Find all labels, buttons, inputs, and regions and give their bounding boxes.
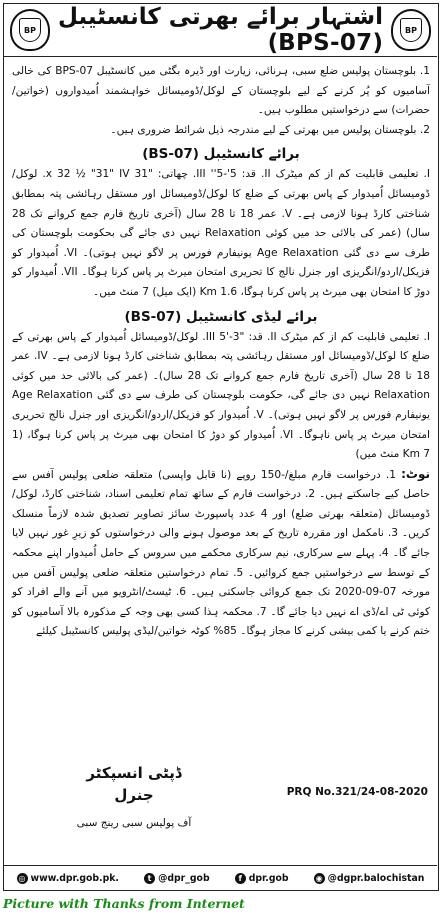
- intro-paragraph-2: 2. بلوچستان پولیس میں بھرتی کے لیے مندرجہ ذیل شرائط ضروری ہیں۔: [110, 123, 430, 136]
- lady-title-text: برائے لیڈی کانسٹیبل: [185, 308, 318, 325]
- notes-paragraph: [12, 465, 430, 642]
- police-logo-right: [391, 9, 431, 51]
- globe-icon: ◎: [17, 873, 28, 884]
- twitter-text: @dpr_gob: [158, 872, 210, 884]
- lady-bps: (BS-07): [124, 308, 182, 325]
- advert-header: [4, 4, 437, 57]
- advert-title: اشتہار برائے بھرتی کانسٹیبل (BPS-07): [58, 4, 383, 56]
- instagram-link[interactable]: [314, 873, 425, 884]
- notes-label: نوٹ:: [401, 466, 431, 481]
- instagram-icon: ◉: [314, 873, 325, 884]
- advertisement-frame: [3, 3, 439, 891]
- police-logo-left: [10, 9, 50, 51]
- notes-text: 1. درخواست فارم مبلغ/-150 روپے (نا قابل واپسی) متعلقہ ضلعی پولیس آفس سے حاصل کیے جاسکتے ہیں۔ 2. درخواست فارم کے ساتھ تمام تعلیمی اسناد، شناختی کارڈ، لوکل/ڈومیسائل (متعلقہ بھرتی ضلع) اور 4 عدد پاسپورٹ سائز تصاویر تصدیق شدہ لازماً منسلک کریں۔ 3. نامکمل اور مقررہ تاریخ کے بعد موصول ہونے والی درخواستوں کو زیرِ غور نہیں لایا جائے گا۔ 4. پہلے سے سرکاری، نیم سرکاری محکمے میں سروس کے حامل اُمیدوار اپنے محکمہ کے توسط سے درخواستیں جمع کروائیں۔ 5. تمام درخواستیں متعلقہ ضلعی پولیس آفس میں مورخہ 07-09-2020 تک جمع کروائی جاسکتی ہیں۔ 6. ٹیسٹ/انٹرویو میں آنے والے افراد کو کوئی ٹی اے/ڈی اے نہیں دیا جائے گا۔ 7. محکمہ ہذا کسی بھی وجہ کے مذکورہ بالا آسامیوں کو ختم کرنے یا کمی بیشی کرنے کا مجاز ہوگا۔ 85% کوٹہ خواتین/لیڈی پولیس کانسٹیبل کیلئے: [12, 468, 431, 638]
- facebook-link[interactable]: [235, 873, 289, 884]
- lady-requirements: I. تعلیمی قابلیت کم از کم میٹرک II. قد: "3-'5 III. لوکل/ڈومیسائل اُمیدوار کے پاس بھرتی کے ضلع کا لوکل/ڈومیسائل اور مستقل رہائشی پتہ بمطابق شناختی کارڈ ہونا لازمی ہے۔ IV. عمر 18 تا 28 سال (آخری تاریخ فارم جمع کروانے تک 28 سال)۔ (عمر کی بالائی حد میں کوئی Relaxation نہیں دی جائے گی، حکومت بلوچستان کی طرف سے دی گئی Age Relaxation یونیفارم فورس پر لاگو نہیں ہوتی)۔ V. اُمیدوار کو فزیکل/اردو/انگریزی اور جنرل نالج تحریری امتحان میرٹ پر پاس ناہوگا۔ VI. اُمیدوار کو دوڑ کا امتحان بھی میرٹ پر پاس کرنا ہوگا، (1 Km 7 منٹ میں): [12, 330, 431, 461]
- twitter-icon: t: [144, 873, 155, 884]
- signature-block: [74, 762, 194, 832]
- instagram-text: @dgpr.balochistan: [327, 872, 425, 884]
- lady-section-title: [12, 307, 430, 327]
- twitter-link[interactable]: [144, 873, 210, 884]
- constable-title-text: برائے کانسٹیبل: [203, 146, 300, 163]
- facebook-icon: f: [235, 873, 246, 884]
- signature-title: ڈپٹی انسپکٹر جنرل: [86, 764, 182, 804]
- police-badge-icon: BP: [19, 18, 41, 42]
- constable-requirements: I. تعلیمی قابلیت کم از کم میٹرک II. قد: 5'-5'' III. چھاتی: "31 x 32 ½ "31" IV. لوکل/ڈومیسائل اُمیدوار کے پاس بھرتی کے ضلع کا لوکل/ڈومیسائل اور مستقل رہائشی پتہ بمطابق شناختی کارڈ ہونا لازمی ہے۔ V. عمر 18 تا 28 سال (آخری تاریخ فارم جمع کروانے تک 28 سال) (عمر کی بالائی حد میں کوئی Relaxation نہیں دی جائے گی بحکومت بلوچستان کی طرف سے دی گئی Age Relaxation یونیفارم فورس پر لاگو نہیں ہوتی)۔ VI. اُمیدوار کو فزیکل/اردو/انگریزی اور جنرل نالج کا تحریری امتحان میرٹ پر پاس کرنا ہوگا۔ VII. اُمیدوار کو دوڑ کا امتحان بھی میرٹ پر پاس کرنا ہوگا، 1.6 Km (ایک میل) 7 منٹ میں۔: [12, 168, 431, 298]
- constable-bps: (BS-07): [142, 146, 199, 163]
- facebook-text: dpr.gob: [248, 872, 289, 884]
- contact-footer: [4, 865, 437, 890]
- advert-body: [12, 62, 430, 642]
- constable-section-title: [12, 144, 430, 164]
- signature-office: آف پولیس سبی رینج سبی: [76, 817, 192, 829]
- police-badge-icon: BP: [400, 18, 422, 42]
- image-caption: Picture with Thanks from Internet: [3, 896, 245, 911]
- website-link[interactable]: [17, 873, 119, 884]
- prq-number: PRQ No.321/24-08-2020: [286, 786, 428, 798]
- website-text: www.dpr.gob.pk.: [30, 872, 119, 884]
- intro-paragraph-1: 1. بلوچستان پولیس ضلع سبی، ہرنائی، زیارت اور ڈیرہ بگٹی میں کانسٹیبل BPS-07 کی خالی آسامیوں کو پُر کرنے کے لیے بلوچستان کے لوکل/ڈومیسائل خواہشمند اُمیدواروں (خواتین/حضرات) سے درخواستیں مطلوب ہیں۔: [12, 65, 430, 117]
